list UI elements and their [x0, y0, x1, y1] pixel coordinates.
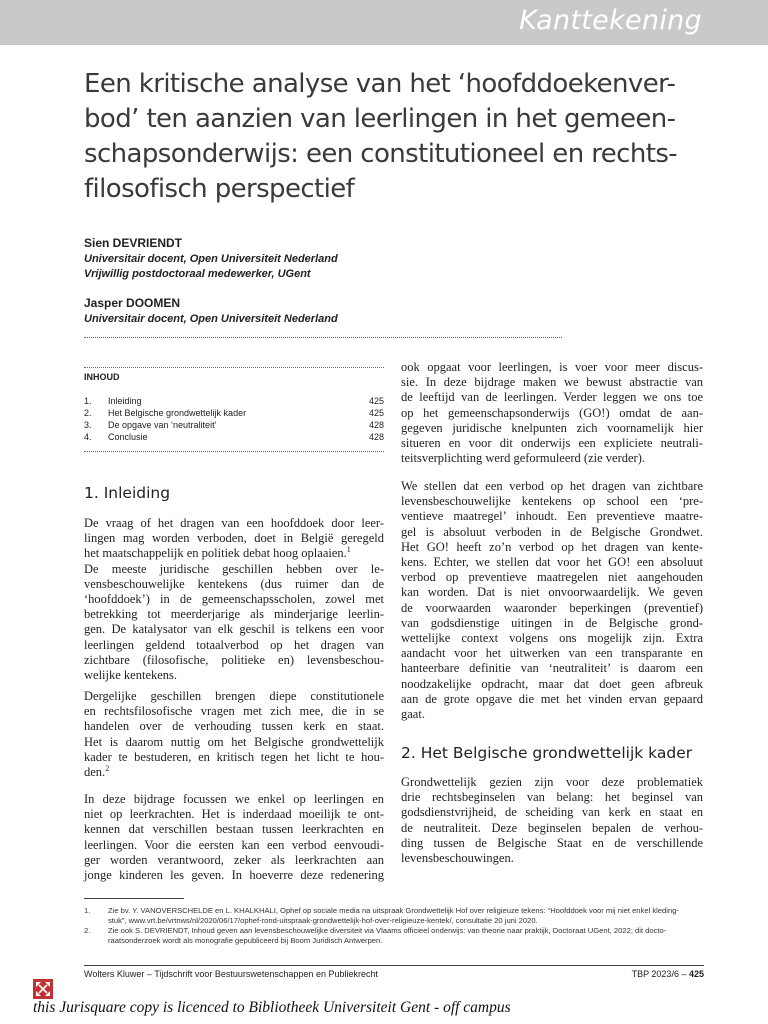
footnote-number: 2. — [84, 926, 91, 935]
body-paragraph: ook opgaat voor leerlingen, is voer voor meer discus- sie. In deze bijdrage maken we bewust abstractie van de leeftijd van de leerlingen. Verder leggen we ons toe op het gemeenschapsonderwijs (GO!) omdat de aan- gegeven juridische knelpunten zich voornamelijk hier situeren en voor dit onderwijs een expliciete neutrali- teitsverplichting werd geformuleerd (zie verder). — [401, 360, 703, 466]
toc-number: 4. — [84, 432, 92, 442]
author-name: Jasper DOOMEN — [84, 296, 181, 310]
body-paragraph: Dergelijke geschillen brengen diepe constitutionele en rechtsfilosofische vragen met zich mee, die in se handelen over de verhouding tussen kerk en staat. Het is daarom nuttig om het Belgische grondwettelijk kader te bestuderen, en kritisch tegen het licht te hou- den.$^2$ — [84, 689, 384, 780]
banner-label: Kanttekening — [519, 5, 702, 36]
footnote-text: stuk”, www.vrt.be/vrtnws/nl/2020/06/17/ophef-rond-uitspraak-grondwettelijk-hof-over-religieuze-kentek/, consultatie 20 juni 2020. — [108, 916, 538, 925]
title-line: schapsonderwijs: een constitutioneel en rechts- — [84, 139, 678, 169]
body-paragraph: In deze bijdrage focussen we enkel op leerlingen en niet op leerkrachten. Het is inderdaad moeilijk te ont- kennen dat verschillen bestaan tussen leerkrachten en leerlingen. Voor die eersten kan een verbod eenvoudi- ger worden verantwoord, zeker als leerkrachten aan jonge kinderen les geven. In hoeverre deze redenering — [84, 792, 384, 883]
toc-number: 2. — [84, 408, 92, 418]
author-name: Sien DEVRIENDT — [84, 236, 183, 250]
footnote-text: Zie bv. Y. VANOVERSCHELDE en L. KHALKHALI, Ophef op sociale media na uitspraak Grondwettelijk Hof over religieuze tekens: “Hoofddoek voor mij niet enkel kleding- — [108, 906, 679, 915]
body-paragraph: Grondwettelijk gezien zijn voor deze problematiek drie rechtsbeginselen van belang: het beginsel van godsdienstvrijheid, de scheiding van kerk en staat en de neutraliteit. Deze beginselen bepalen de verhou- ding tussen de Belgische Staat en de verschillende levensbeschouwingen. — [401, 775, 703, 866]
footer-rule — [84, 965, 704, 966]
toc-heading: INHOUD — [84, 372, 120, 382]
footnote — [84, 926, 704, 946]
licence-watermark: this Jurisquare copy is licenced to Bibliotheek Universiteit Gent - off campus — [33, 999, 511, 1016]
title-line: filosofisch perspectief — [84, 174, 355, 204]
toc-page: 428 — [368, 432, 384, 442]
article-title — [84, 67, 704, 207]
jurisquare-logo-icon — [33, 979, 53, 999]
toc-item[interactable] — [84, 396, 384, 408]
footnote-text: raatsonderzoek wordt als monografie gepubliceerd bij Boom Juridisch Antwerpen. — [108, 936, 383, 945]
footnote-ref[interactable]: 2 — [105, 763, 110, 773]
footnote-ref[interactable]: 1 — [346, 545, 351, 555]
toc-item[interactable] — [84, 420, 384, 432]
footer-issue: TBP 2023/6 – — [631, 969, 687, 979]
section-heading: 1. Inleiding — [84, 484, 171, 502]
toc-number: 3. — [84, 420, 92, 430]
author-affiliation: Universitair docent, Open Universiteit Nederland — [84, 313, 338, 325]
footnote — [84, 906, 704, 926]
toc-divider — [84, 367, 384, 368]
author-affiliation: Vrijwillig postdoctoraal medewerker, UGent — [84, 268, 311, 280]
toc-page: 428 — [368, 420, 384, 430]
section-banner — [0, 0, 768, 45]
title-line: bod’ ten aanzien van leerlingen in het gemeen- — [84, 104, 676, 134]
footer-page-info — [632, 969, 704, 979]
author-affiliation: Universitair docent, Open Universiteit Nederland — [84, 253, 338, 265]
toc-item[interactable] — [84, 408, 384, 420]
toc-label: Het Belgische grondwettelijk kader — [108, 408, 247, 418]
toc-label: Inleiding — [108, 396, 142, 406]
toc-number: 1. — [84, 396, 92, 406]
footnote-text: Zie ook S. DEVRIENDT, Inhoud geven aan levensbeschouwelijke diversiteit via Vlaams officieel onderwijs: van theorie naar praktijk, Doctoraat UGent, 2022; dit docto- — [108, 926, 667, 935]
toc-label: Conclusie — [108, 432, 148, 442]
footer-publisher: Wolters Kluwer – Tijdschrift voor Bestuurswetenschappen en Publiekrecht — [84, 969, 378, 979]
toc-item[interactable] — [84, 432, 384, 444]
footer-page-number: 425 — [688, 969, 704, 979]
section-heading: 2. Het Belgische grondwettelijk kader — [401, 744, 693, 762]
body-paragraph: De vraag of het dragen van een hoofddoek door leer- lingen mag worden verboden, doet in België geregeld het maatschappelijk en politiek debat hoog oplaaien.$^1$ De meeste juridische geschillen hebben over le- vensbeschouwelijke kentekens (dus ruimer dan de ‘hoofddoek’) in de gemeenschapsscholen, zowel met betrekking tot meerderjarige als minderjarige leerlin- gen. De katalysator van elk geschil is telkens een voor leerlingen geldend totaalverbod op het dragen van zichtbare (filosofische, politieke en) levensbeschou- welijke kentekens. — [84, 516, 384, 683]
footnote-number: 1. — [84, 906, 91, 915]
toc-page: 425 — [368, 396, 384, 406]
toc-page: 425 — [368, 408, 384, 418]
footnote-rule — [84, 898, 184, 899]
toc-label: De opgave van ‘neutraliteit’ — [108, 420, 217, 430]
body-paragraph: We stellen dat een verbod op het dragen van zichtbare levensbeschouwelijke kentekens op school een ‘pre- ventieve maatregel’ inhoudt. Een preventieve maatre- gel is absoluut verboden in de Belgische Grondwet. Het GO! heeft zo’n verbod op het dragen van kente- kens. Echter, we stellen dat voor het GO! een absoluut verbod op preventieve maatregelen niet aangehouden kan worden. Dat is niet onvoorwaardelijk. We geven de voorwaarden waaronder beperkingen (preventief) van godsdienstige uitingen in de Belgische grond- wettelijke context volgens ons mogelijk zijn. Extra aandacht voor het uitwerken van een transparante en hanteerbare definitie van ‘neutraliteit’ is daarom een noodzakelijke opdracht, maar dat doet geen afbreuk aan de grote opgave die met het vinden ervan gepaard gaat. — [401, 479, 703, 722]
title-line: Een kritische analyse van het ‘hoofddoekenver- — [84, 69, 676, 99]
toc-divider — [84, 451, 384, 452]
divider — [84, 337, 562, 338]
